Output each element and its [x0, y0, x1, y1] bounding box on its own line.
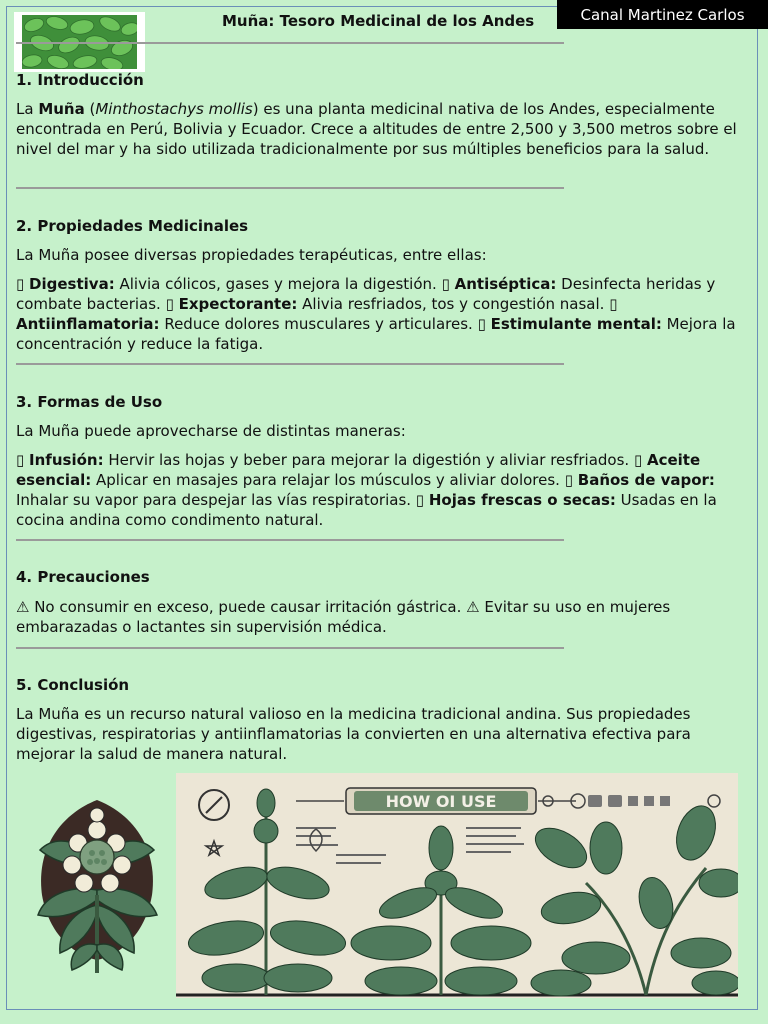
- intro-paragraph: La Muña (Minthostachys mollis) es una planta medicinal nativa de los Andes, especialmente encontrada en Perú, Bolivia y Ecuador. Crece a altitudes de entre 2,500 y 3,500 metros sobre el nivel del mar y ha sido utilizada tradicionalmente por sus múltiples beneficios para la salud.: [16, 100, 737, 158]
- bullet-icon: ▯: [415, 491, 425, 509]
- plant-name: Muña: [38, 100, 85, 118]
- author-badge: Canal Martinez Carlos: [557, 0, 768, 29]
- uses-list: ▯ Infusión: Hervir las hojas y beber para mejorar la digestión y aliviar resfriados. ▯ Aceite esencial: Aplicar en masajes para relajar los músculos y aliviar dolores. ▯ Baños de vapor: Inhalar su vapor para despejar las vías respiratorias. ▯ Hojas frescas o secas: Usadas en la cocina andina como condimento natural.: [16, 451, 717, 529]
- uses-heading: 3. Formas de Uso: [16, 393, 163, 411]
- properties-list: ▯ Digestiva: Alivia cólicos, gases y mejora la digestión. ▯ Antiséptica: Desinfecta heridas y combate bacterias. ▯ Expectorante: Alivia resfriados, tos y congestión nasal. ▯ Antiinflamatoria: Reduce dolores musculares y articulares. ▯ Estimulante mental: Mejora la concentración y reduce la fatiga.: [16, 275, 736, 353]
- how-to-use-poster: [176, 773, 738, 998]
- section-divider: [16, 363, 564, 365]
- document-title: Muña: Tesoro Medicinal de los Andes: [222, 12, 535, 30]
- properties-lead: La Muña posee diversas propiedades terapéuticas, entre ellas:: [16, 246, 487, 264]
- bullet-icon: ▯: [16, 451, 25, 469]
- scientific-name: Minthostachys mollis: [95, 100, 253, 118]
- bullet-icon: ▯: [16, 275, 25, 293]
- muna-flower-illustration: [30, 795, 165, 977]
- bullet-icon: ▯: [633, 451, 643, 469]
- poster-banner-text: HOW OI USE: [385, 792, 497, 811]
- bullet-icon: ▯: [609, 295, 618, 313]
- precautions-paragraph: ⚠ No consumir en exceso, puede causar irritación gástrica. ⚠ Evitar su uso en mujeres embarazadas o lactantes sin supervisión médica.: [16, 598, 671, 636]
- section-divider: [16, 187, 564, 189]
- conclusion-heading: 5. Conclusión: [16, 676, 130, 694]
- intro-heading: 1. Introducción: [16, 71, 144, 89]
- conclusion-paragraph: La Muña es un recurso natural valioso en la medicina tradicional andina. Sus propiedades digestivas, respiratorias y antiinflamatorias la convierten en una alternativa efectiva para mejorar la salud de manera natural.: [16, 705, 691, 763]
- section-divider: [16, 647, 564, 649]
- bullet-icon: ▯: [477, 315, 486, 333]
- section-divider: [16, 539, 564, 541]
- bullet-icon: ▯: [165, 295, 174, 313]
- precautions-heading: 4. Precauciones: [16, 568, 150, 586]
- uses-lead: La Muña puede aprovecharse de distintas maneras:: [16, 422, 406, 440]
- bullet-icon: ▯: [564, 471, 573, 489]
- bullet-icon: ▯: [441, 275, 450, 293]
- properties-heading: 2. Propiedades Medicinales: [16, 217, 249, 235]
- title-divider: [16, 42, 564, 44]
